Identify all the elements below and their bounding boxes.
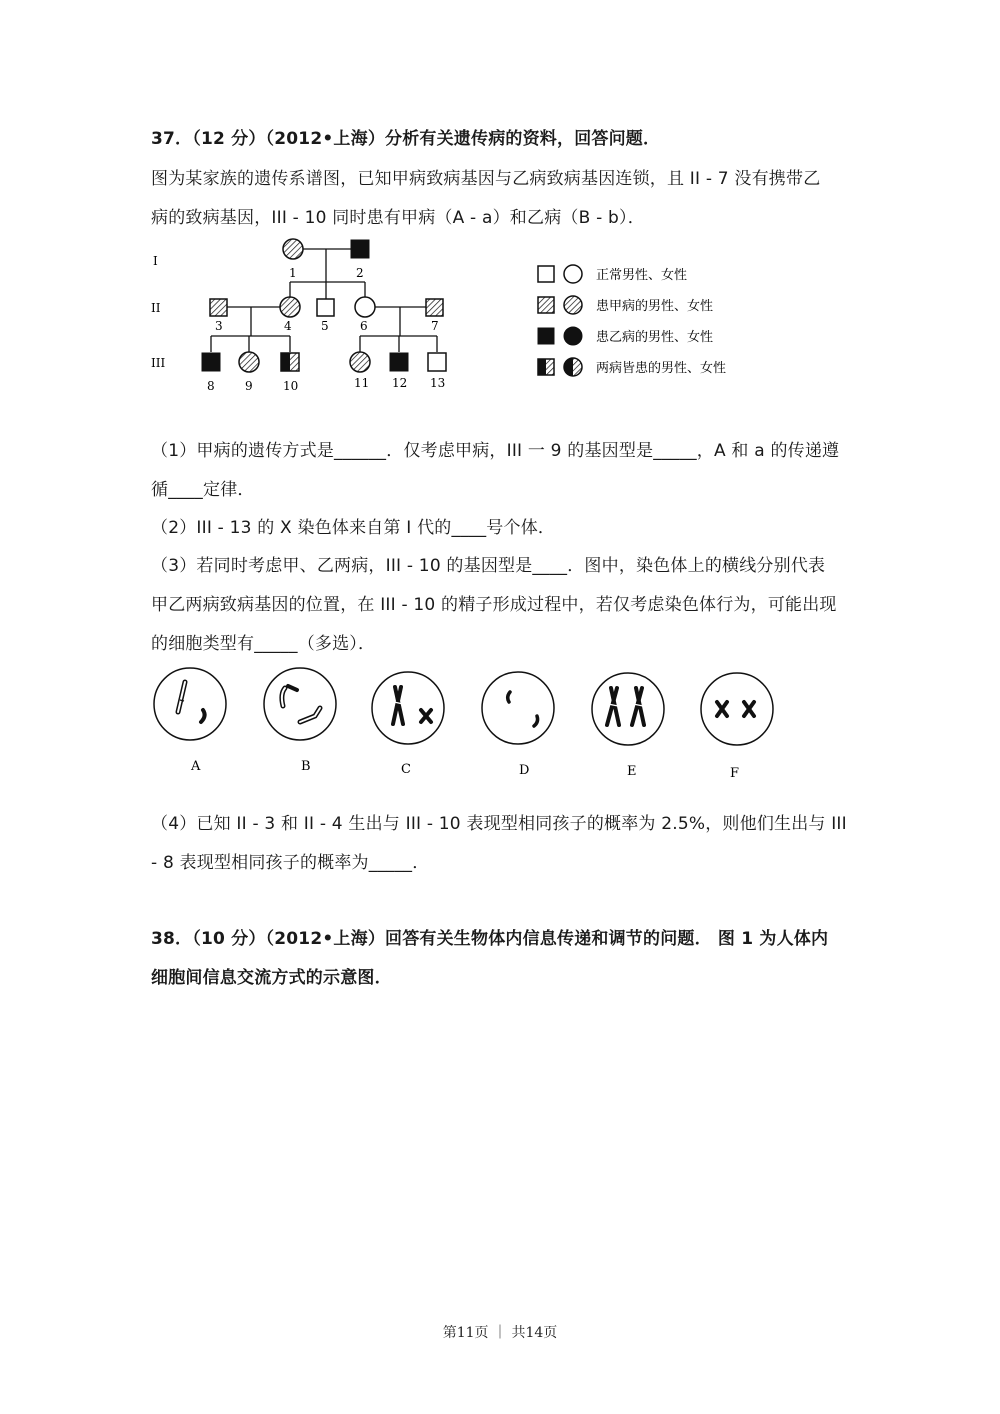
- sub-question-2: （2）III - 13 的 X 染色体来自第 I 代的____号个体．: [151, 518, 556, 538]
- individual-12: [390, 353, 408, 371]
- individual-6: [355, 297, 375, 317]
- legend-both-diseases: 两病皆患的男性、女性: [596, 361, 727, 376]
- question-37-heading: 37．（12 分）（2012•上海）分析有关遗传病的资料，回答问题．: [151, 129, 661, 149]
- cell-B: [264, 668, 336, 774]
- cell-label-C: C: [401, 762, 411, 777]
- number-5: 5: [321, 319, 329, 333]
- individual-1: [283, 239, 303, 259]
- cell-label-E: E: [627, 764, 637, 779]
- individual-10: [281, 353, 299, 371]
- question-37-intro-line2: 病的致病基因，III - 10 同时患有甲病（A - a）和乙病（B - b）．: [151, 208, 645, 228]
- cell-D: [482, 672, 554, 778]
- legend-normal: 正常男性、女性: [596, 268, 688, 283]
- individual-9: [239, 352, 259, 372]
- individual-5: [317, 299, 334, 316]
- legend-disease-b: 患乙病的男性、女性: [596, 330, 714, 345]
- sub-question-3-line1: （3）若同时考虑甲、乙两病，III - 10 的基因型是____．图中，染色体上的横线分别代表: [151, 556, 826, 576]
- cell-A: [154, 668, 226, 774]
- number-6: 6: [360, 319, 368, 333]
- cell-diagrams: [145, 662, 795, 787]
- number-11: 11: [354, 376, 370, 390]
- page-footer: 第11页 ｜ 共14页: [442, 1325, 558, 1341]
- cell-E: [592, 673, 664, 779]
- number-10: 10: [283, 379, 299, 393]
- question-38-line2: 细胞间信息交流方式的示意图．: [151, 968, 392, 988]
- pedigree-legend: [538, 265, 726, 376]
- sub-question-4-line2: - 8 表现型相同孩子的概率为_____．: [151, 853, 430, 873]
- individual-7: [426, 299, 443, 316]
- number-4: 4: [284, 319, 292, 333]
- sub-question-1-line1: （1）甲病的遗传方式是______．仅考虑甲病，III 一 9 的基因型是_____，A 和 a 的传递遵: [151, 441, 840, 461]
- sub-question-3-line2: 甲乙两病致病基因的位置，在 III - 10 的精子形成过程中，若仅考虑染色体行为，可能出现: [151, 595, 837, 615]
- number-12: 12: [392, 376, 408, 390]
- legend-disease-a: 患甲病的男性、女性: [596, 299, 714, 314]
- cell-label-D: D: [519, 763, 530, 778]
- question-38-line1: 38．（10 分）（2012•上海）回答有关生物体内信息传递和调节的问题． 图 1 为人体内: [151, 929, 829, 949]
- individual-4: [280, 297, 300, 317]
- number-1: 1: [289, 266, 297, 280]
- individual-2: [351, 240, 369, 258]
- generation-label-I: I: [153, 254, 158, 268]
- cell-F: [701, 673, 773, 781]
- cell-label-F: F: [730, 766, 740, 781]
- generation-label-II: II: [151, 301, 161, 315]
- generation-label-III: III: [151, 356, 166, 370]
- cell-label-A: A: [191, 759, 201, 774]
- individual-3: [210, 299, 227, 316]
- sub-question-3-line3: 的细胞类型有_____（多选）．: [151, 634, 376, 654]
- cell-C: [372, 672, 444, 777]
- number-7: 7: [431, 319, 439, 333]
- question-37-intro-line1: 图为某家族的遗传系谱图，已知甲病致病基因与乙病致病基因连锁，且 II - 7 没有携带乙: [151, 169, 821, 189]
- number-9: 9: [245, 379, 253, 393]
- individual-8: [202, 353, 220, 371]
- number-8: 8: [207, 379, 215, 393]
- individual-11: [350, 352, 370, 372]
- pedigree-diagram: [140, 232, 760, 402]
- sub-question-4-line1: （4）已知 II - 3 和 II - 4 生出与 III - 10 表现型相同孩子的概率为 2.5%，则他们生出与 III: [151, 814, 847, 834]
- sub-question-1-line2: 循____定律．: [151, 480, 255, 500]
- number-2: 2: [356, 266, 364, 280]
- number-3: 3: [215, 319, 223, 333]
- individual-13: [428, 353, 446, 371]
- cell-label-B: B: [301, 759, 311, 774]
- number-13: 13: [430, 376, 446, 390]
